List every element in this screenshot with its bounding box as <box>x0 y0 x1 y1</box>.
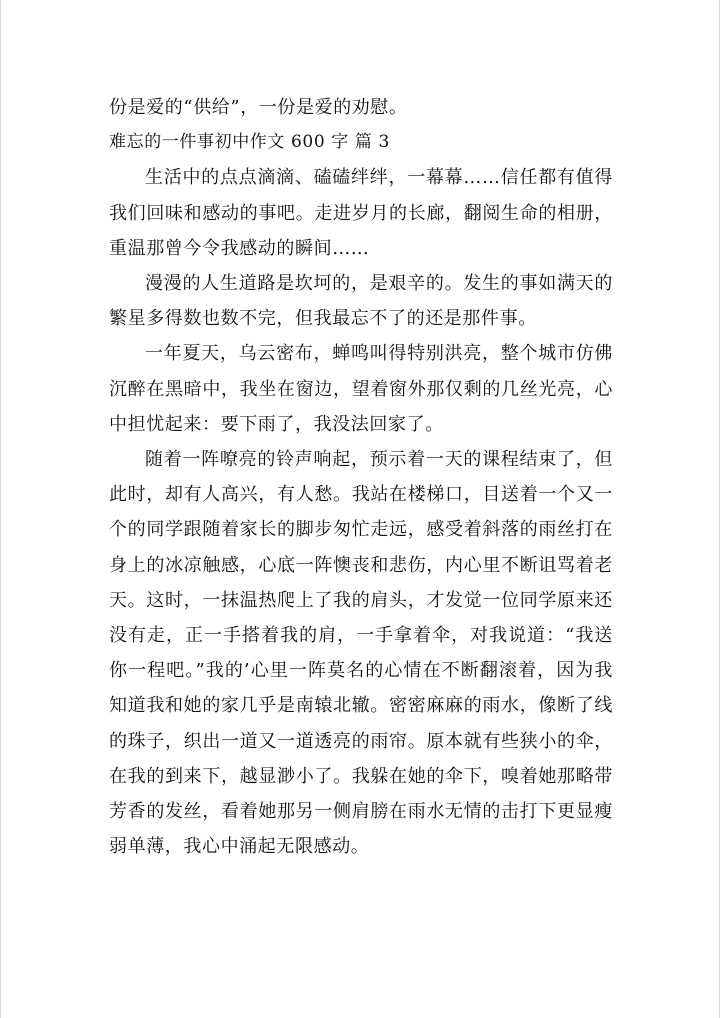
paragraph: 漫漫的人生道路是坎坷的，是艰辛的。发生的事如满天的繁星多得数也数不完，但我最忘不了的还是那件事。 <box>109 273 613 330</box>
paragraph: 生活中的点点滴滴、磕磕绊绊，一幕幕……信任都有值得我们回味和感动的事吧。走进岁月的长廊，翻阅生命的相册，重温那曾今令我感动的瞬间…… <box>109 167 613 259</box>
document-body <box>109 90 613 864</box>
intro-line: 份是爱的“供给”，一份是爱的劝慰。 <box>109 97 408 118</box>
paragraph: 随着一阵嘹亮的铃声响起，预示着一天的课程结束了，但此时，却有人高兴，有人愁。我站在楼梯口，目送着一个又一个的同学跟随着家长的脚步匆忙走远，感受着斜落的雨丝打在身上的冰凉触感，心底一阵懊丧和悲伤，内心里不断诅骂着老天。这时，一抹温热爬上了我的肩头，才发觉一位同学原来还没有走，正一手搭着我的肩，一手拿着伞，对我说道：“我送你一程吧。”我的’心里一阵莫名的心情在不断翻滚着，因为我知道我和她的家几乎是南辕北辙。密密麻麻的雨水，像断了线的珠子，织出一道又一道透亮的雨帘。原本就有些狭小的伞，在我的到来下，越显渺小了。我躲在她的伞下，嗅着她那略带芳香的发丝，看着她那另一侧肩膀在雨水无情的击打下更显瘦弱单薄，我心中涌起无限感动。 <box>109 449 613 858</box>
section-heading: 难忘的一件事初中作文 600 字 篇 3 <box>109 132 390 153</box>
paragraph: 一年夏天，乌云密布，蝉鸣叫得特别洪亮，整个城市仿佛沉醉在黑暗中，我坐在窗边，望着窗外那仅剩的几丝光亮，心中担忧起来：要下雨了，我没法回家了。 <box>109 343 613 435</box>
